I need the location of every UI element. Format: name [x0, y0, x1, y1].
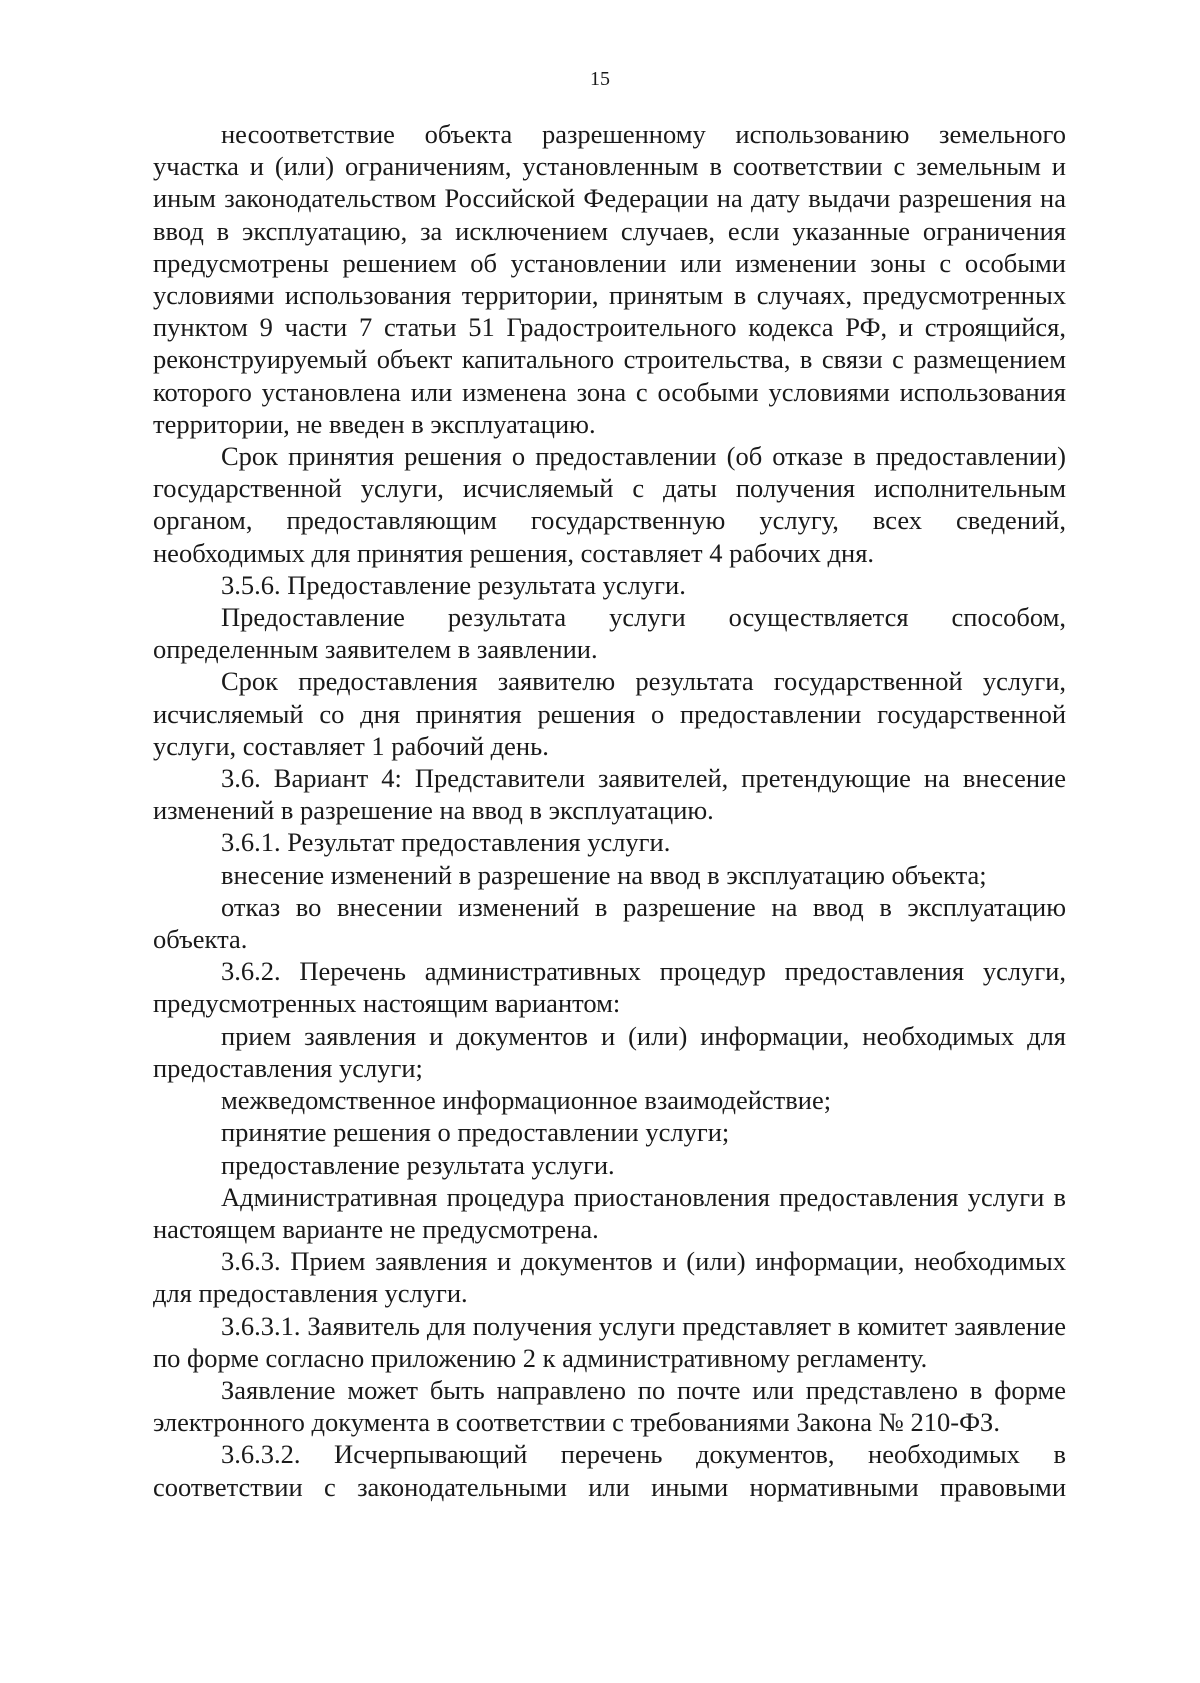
paragraph: Заявление может быть направлено по почте или представлено в форме электронного документа в соответствии с требованиями Закона № 210-ФЗ. — [153, 1374, 1066, 1438]
document-body — [153, 118, 1066, 1503]
paragraph: Административная процедура приостановления предоставления услуги в настоящем варианте не предусмотрена. — [153, 1181, 1066, 1244]
paragraph: внесение изменений в разрешение на ввод в эксплуатацию объекта; — [221, 859, 987, 890]
paragraph: прием заявления и документов и (или) информации, необходимых для предоставления услуги; — [153, 1020, 1066, 1083]
paragraph: межведомственное информационное взаимодействие; — [221, 1085, 832, 1116]
paragraph: отказ во внесении изменений в разрешение на ввод в эксплуатацию объекта. — [153, 891, 1066, 955]
paragraph: 3.6.3.2. Исчерпывающий перечень документов, необходимых в соответствии с законодательными или иными нормативными правовыми — [153, 1439, 1066, 1502]
paragraph: 3.6.3. Прием заявления и документов и (или) информации, необходимых для предоставления услуги. — [153, 1246, 1066, 1309]
paragraph: 3.6. Вариант 4: Представители заявителей, претендующие на внесение изменений в разрешение на ввод в эксплуатацию. — [153, 763, 1066, 826]
paragraph: Срок принятия решения о предоставлении (об отказе в предоставлении) государственной услуги, исчисляемый с даты получения исполнительным органом, предоставляющим государственную услугу, всех сведений, необходимых для принятия решения, составляет 4 рабочих дня. — [153, 441, 1066, 568]
paragraph: Срок предоставления заявителю результата государственной услуги, исчисляемый со дня принятия решения о предоставлении государственной услуги, составляет 1 рабочий день. — [153, 666, 1066, 761]
page-number: 15 — [590, 68, 610, 90]
paragraph: Предоставление результата услуги осуществляется способом, определенным заявителем в заявлении. — [153, 602, 1066, 665]
paragraph: принятие решения о предоставлении услуги; — [221, 1117, 730, 1148]
paragraph: несоответствие объекта разрешенному использованию земельного участка и (или) ограничениям, установленным в соответствии с земельным и иным законодательством Российской Федерации на дату выдачи разрешения на ввод в эксплуатацию, за исключением случаев, если указанные ограничения предусмотрены решением об установлении или изменении зоны с особыми условиями использования территории, принятым в случаях, предусмотренных пунктом 9 части 7 статьи 51 Градостроительного кодекса РФ, и строящийся, реконструируемый объект капитального строительства, в связи с размещением которого установлена или изменена зона с особыми условиями использования территории, не введен в эксплуатацию. — [153, 119, 1066, 439]
paragraph: 3.5.6. Предоставление результата услуги. — [221, 569, 686, 600]
paragraph: предоставление результата услуги. — [221, 1149, 615, 1180]
paragraph: 3.6.2. Перечень административных процедур предоставления услуги, предусмотренных настоящим вариантом: — [153, 956, 1066, 1019]
paragraph: 3.6.3.1. Заявитель для получения услуги представляет в комитет заявление по форме согласно приложению 2 к административному регламенту. — [153, 1310, 1066, 1373]
paragraph: 3.6.1. Результат предоставления услуги. — [221, 827, 671, 858]
